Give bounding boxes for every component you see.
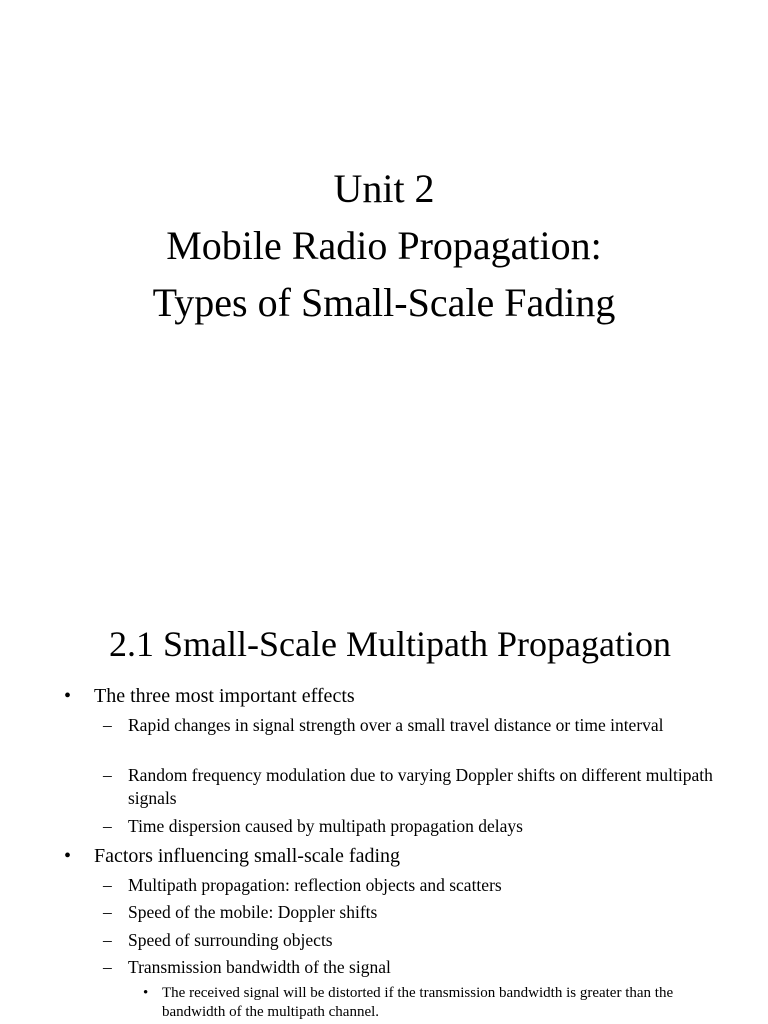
slide-title — [0, 160, 768, 331]
sub-item — [103, 956, 718, 979]
dash-marker: – — [103, 765, 112, 785]
title-line-1: Unit 2 — [333, 166, 435, 211]
sub-item-text: Transmission bandwidth of the signal — [128, 957, 391, 977]
bullet-marker: • — [143, 985, 149, 1001]
bullet-marker: • — [64, 685, 72, 707]
sub-item-text: Speed of the mobile: Doppler shifts — [128, 902, 378, 922]
bullet-text: The three most important effects — [94, 685, 355, 707]
sub-item — [103, 815, 718, 838]
sub-sub-item — [143, 984, 722, 1022]
sub-item — [103, 929, 718, 952]
dash-marker: – — [103, 816, 112, 836]
sub-item-text: Time dispersion caused by multipath propagation delays — [128, 816, 523, 836]
sub-item-text: Rapid changes in signal strength over a small travel distance or time interval — [128, 715, 664, 735]
sub-item-text: Random frequency modulation due to varying Doppler shifts on different multipath signals — [128, 765, 713, 808]
dash-marker: – — [103, 715, 112, 735]
dash-marker: – — [103, 930, 112, 950]
sub-item — [103, 874, 718, 897]
sub-item — [103, 901, 718, 924]
title-line-3: Types of Small-Scale Fading — [152, 280, 616, 325]
sub-sub-item-text: The received signal will be distorted if the transmission bandwidth is greater than the bandwidth of the multipath channel. — [162, 985, 674, 1020]
dash-marker: – — [103, 875, 112, 895]
bullet-item — [64, 844, 401, 868]
sub-item — [103, 764, 718, 810]
section-heading: 2.1 Small-Scale Multipath Propagation — [109, 624, 671, 664]
sub-item-text: Speed of surrounding objects — [128, 930, 333, 950]
sub-item-text: Multipath propagation: reflection objects and scatters — [128, 875, 502, 895]
sub-item — [103, 714, 718, 737]
title-line-2: Mobile Radio Propagation: — [166, 223, 602, 268]
dash-marker: – — [103, 902, 112, 922]
bullet-item — [64, 684, 355, 708]
bullet-marker: • — [64, 845, 72, 867]
dash-marker: – — [103, 957, 112, 977]
bullet-text: Factors influencing small-scale fading — [94, 845, 401, 867]
